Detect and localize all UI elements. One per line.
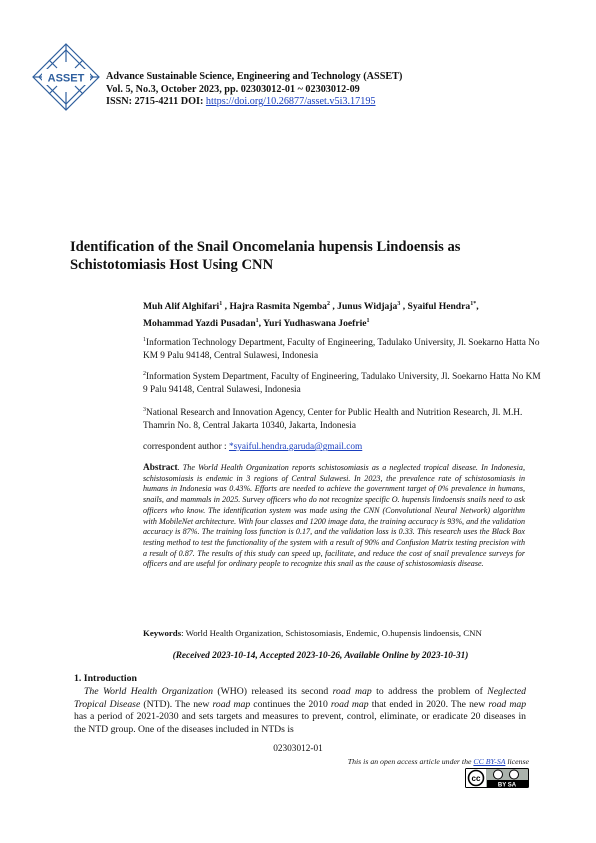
paper-title: Identification of the Snail Oncomelania hupensis Lindoensis as Schistotomiasis Host Using CNN <box>70 239 461 273</box>
author: Junus Widjaja$^3$ , <box>337 301 408 313</box>
abstract <box>143 463 525 570</box>
received-dates: (Received 2023-10-14, Accepted 2023-10-26, Available Online by 2023-10-31) <box>172 651 469 661</box>
author: Mohammad Yazdi Pusadan$^1$, <box>143 318 264 330</box>
intro-segment: to address the problem of <box>371 686 488 697</box>
introduction-text <box>74 686 526 736</box>
author: Syaiful Hendra$^{1*}$, <box>407 301 479 313</box>
by-icon <box>494 770 503 779</box>
journal-issn-doi <box>106 96 402 109</box>
intro-segment: that ended in 2020. The new <box>368 698 489 710</box>
keywords-text: : World Health Organization, Schistosomiasis, Endemic, O.hupensis lindoensis, CNN <box>181 628 482 638</box>
page-number: 02303012-01 <box>273 744 323 754</box>
journal-volume: Vol. 5, No.3, October 2023, pp. 02303012-01 ~ 02303012-09 <box>106 83 360 95</box>
author: Muh Alif Alghifari$^1$ , <box>143 301 230 313</box>
issn-label: ISSN: 2715-4211 DOI: <box>106 96 206 108</box>
intro-segment: has a period of 2021-2030 and sets targets and measures to prevent, control, eliminate, or eradicate 20 diseases in the NTD group. One of the diseases included in NTDs is <box>74 711 526 735</box>
author: Hajra Rasmita Ngemba$^2$ , <box>229 301 338 313</box>
journal-name: Advance Sustainable Science, Engineering and Technology (ASSET) <box>106 71 403 82</box>
abstract-text: . The World Health Organization reports schistosomiasis as a neglected tropical disease. In Indonesia, schistosomiasis is endemic in 3 regions of Central Sulawesi. In 2023, the prevalence rate of schistosomiasis in humans in Indonesia was 0.43%. Efforts are needed to achieve the government target of 0% prevalence in humans, snails, and mammals in 2025. Survey officers who do not recognize specific O. hupensis lindoensis snails need to ask officers who know. The identification system was made using the CNN (Convolutional Neural Network) algorithm with MobileNet architecture. With four classes and 1200 image data, the training accuracy is 93%, and the validation accuracy is 87%. The training loss function is 0.17, and the validation loss is 0.33. This research uses the Black Box testing method to test the functionality of the system with a result of 90% and Confusion Matrix testing precision with a result of 0.87. The results of this study can speed up, facilitate, and reduce the cost of snail prevalence surveys for officers and are useful for ordinary people to recognize this snail as the cause of schistosomiasis disease. <box>143 463 526 569</box>
affiliation-3: $^3$National Research and Innovation Agency, Center for Public Health and Nutrition Research, Jl. M.H. Thamrin No. 8, Central Jakarta 10340, Jakarta, Indonesia <box>143 407 523 431</box>
keywords-label: Keywords <box>143 628 182 638</box>
affiliation-1: $^1$Information Technology Department, Faculty of Engineering, Tadulako University, Jl. Soekarno Hatta No KM 9 Palu 94148, Central Sulawesi, Indonesia <box>143 337 540 361</box>
abstract-label: Abstract <box>143 463 178 473</box>
cc-icon: cc <box>471 773 481 783</box>
intro-segment: (WHO) released its second <box>212 686 333 697</box>
license-note: This is an open access article under the CC BY-SA license <box>347 757 529 766</box>
intro-segment: road map <box>488 698 527 710</box>
doi-link[interactable]: https://doi.org/10.26877/asset.v5i3.17195 <box>205 96 376 108</box>
author: Yuri Yudhaswana Joefrie$^1$ <box>263 318 370 330</box>
author-list <box>143 297 543 331</box>
intro-segment: road map <box>212 698 251 710</box>
journal-header <box>106 71 402 109</box>
intro-segment: road map <box>330 698 369 710</box>
badge-text: BY SA <box>497 782 517 788</box>
journal-logo <box>31 42 101 112</box>
sa-icon <box>510 770 519 779</box>
intro-segment: (NTD). The new <box>140 698 213 710</box>
intro-segment: Neglected Tropical Disease <box>74 686 527 710</box>
introduction-paragraph <box>74 686 526 736</box>
section-heading-introduction: 1. Introduction <box>74 673 137 684</box>
affiliation-2: $^2$Information System Department, Faculty of Engineering, Tadulako University, Jl. Soekarno Hatta No KM 9 Palu 94148, Central Sulawesi, Indonesia <box>143 371 541 395</box>
correspondent-label: correspondent author : <box>143 442 229 452</box>
intro-segment: road map <box>332 686 372 697</box>
intro-segment: continues the 2010 <box>250 698 331 710</box>
correspondent-author <box>143 442 362 452</box>
cc-by-sa-badge[interactable] <box>465 768 529 788</box>
intro-segment: The World Health Organization <box>84 686 213 697</box>
correspondent-email-link[interactable]: *syaiful.hendra.garuda@gmail.com <box>228 442 363 452</box>
license-link[interactable]: CC BY-SA <box>473 757 506 766</box>
logo-text: ASSET <box>47 72 85 85</box>
keywords <box>143 628 543 638</box>
